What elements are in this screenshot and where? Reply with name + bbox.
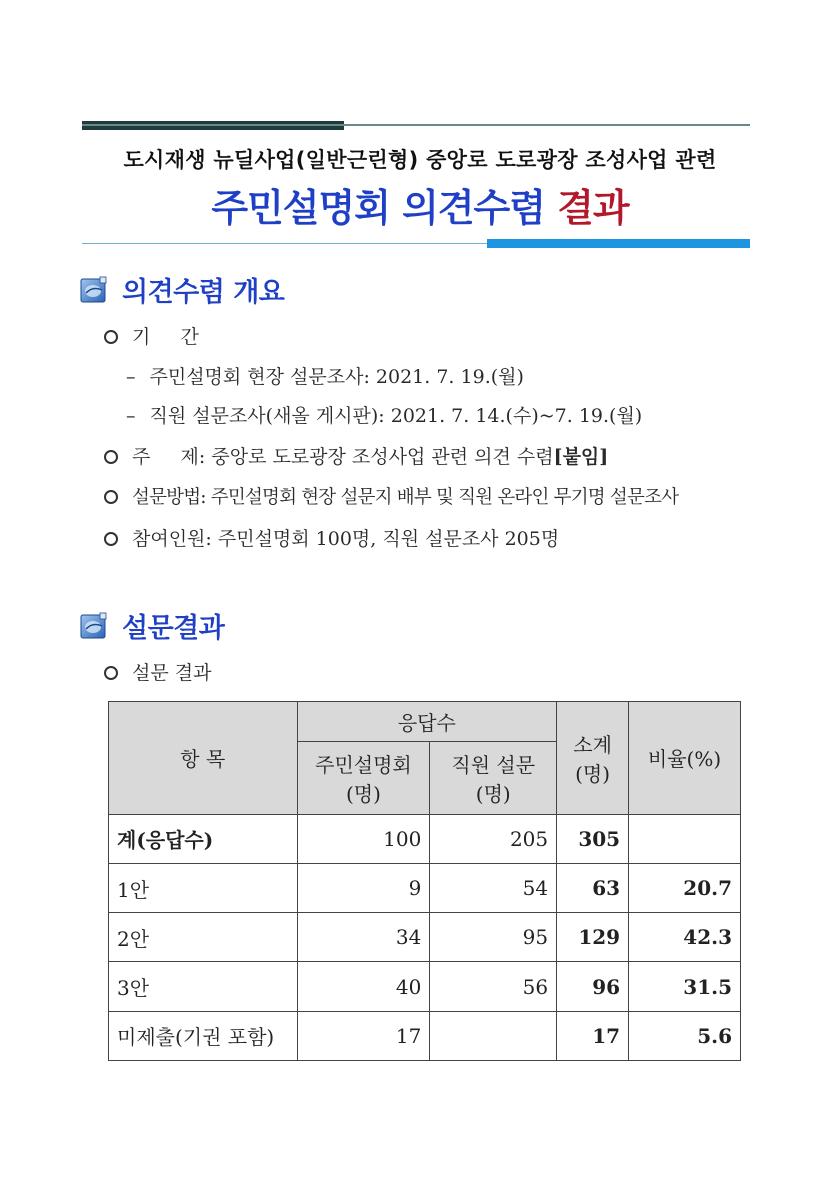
dash-bullet: –	[126, 405, 136, 427]
header-item: 항 목	[109, 702, 298, 815]
participants-line: 참여인원: 주민설명회 100명, 직원 설문조사 205명	[104, 524, 559, 551]
cell-item: 2안	[109, 913, 298, 962]
book-icon	[80, 276, 108, 304]
cell-ratio: 31.5	[629, 962, 741, 1011]
period-item: – 직원 설문조사(새올 게시판): 2021. 7. 14.(수)~7. 19.(월)	[126, 405, 643, 427]
results-subheading: 설문 결과	[104, 658, 211, 685]
book-icon	[80, 612, 108, 640]
table-header-row	[109, 702, 741, 742]
cell-ratio: 42.3	[629, 913, 741, 962]
cell-staff: 56	[430, 962, 557, 1011]
cell-subtotal: 17	[557, 1011, 629, 1060]
table-row	[109, 913, 741, 962]
cell-item: 3안	[109, 962, 298, 1011]
title-main-part: 주민설명회 의견수렴	[211, 186, 545, 230]
header-resident: 주민설명회 (명)	[297, 742, 430, 814]
header-rule-thin	[82, 124, 750, 126]
topic-line: 주 제: 중앙로 도로광장 조성사업 관련 의견 수렴[붙임]	[104, 442, 608, 469]
table-row	[109, 814, 741, 863]
section-overview-heading	[80, 270, 284, 309]
document-title	[80, 177, 760, 232]
cell-subtotal: 305	[557, 814, 629, 863]
cell-resident: 9	[297, 863, 430, 912]
section-results-heading	[80, 606, 224, 645]
cell-ratio: 5.6	[629, 1011, 741, 1060]
cell-subtotal: 129	[557, 913, 629, 962]
cell-resident: 40	[297, 962, 430, 1011]
title-result-part: 결과	[557, 186, 629, 230]
results-table	[108, 701, 741, 1061]
cell-staff	[430, 1011, 557, 1060]
header-subtotal: 소계 (명)	[557, 702, 629, 815]
circle-bullet-icon	[104, 666, 118, 680]
table-row	[109, 1011, 741, 1060]
period-item: – 주민설명회 현장 설문조사: 2021. 7. 19.(월)	[126, 366, 524, 388]
cell-staff: 205	[430, 814, 557, 863]
circle-bullet-icon	[104, 450, 118, 464]
header-staff: 직원 설문 (명)	[430, 742, 557, 814]
period-line: 기 간	[104, 322, 199, 349]
circle-bullet-icon	[104, 330, 118, 344]
dash-bullet: –	[126, 366, 136, 388]
circle-bullet-icon	[104, 532, 118, 546]
section-title: 설문결과	[122, 613, 225, 644]
cell-item: 계(응답수)	[109, 814, 298, 863]
document-subtitle: 도시재생 뉴딜사업(일반근린형) 중앙로 도로광장 조성사업 관련	[123, 148, 717, 172]
table-row	[109, 962, 741, 1011]
cell-subtotal: 63	[557, 863, 629, 912]
header-ratio: 비율(%)	[629, 702, 741, 815]
cell-resident: 17	[297, 1011, 430, 1060]
circle-bullet-icon	[104, 490, 118, 504]
cell-subtotal: 96	[557, 962, 629, 1011]
attachment-note: [붙임]	[553, 446, 609, 468]
cell-ratio: 20.7	[629, 863, 741, 912]
section-title: 의견수렴 개요	[122, 277, 285, 308]
table-row	[109, 863, 741, 912]
cell-ratio	[629, 814, 741, 863]
header-responses: 응답수	[297, 702, 557, 742]
cell-resident: 100	[297, 814, 430, 863]
cell-staff: 95	[430, 913, 557, 962]
title-rule-thick	[487, 239, 750, 248]
cell-resident: 34	[297, 913, 430, 962]
cell-staff: 54	[430, 863, 557, 912]
cell-item: 미제출(기권 포함)	[109, 1011, 298, 1060]
method-line: 설문방법: 주민설명회 현장 설문지 배부 및 직원 온라인 무기명 설문조사	[104, 483, 678, 509]
cell-item: 1안	[109, 863, 298, 912]
